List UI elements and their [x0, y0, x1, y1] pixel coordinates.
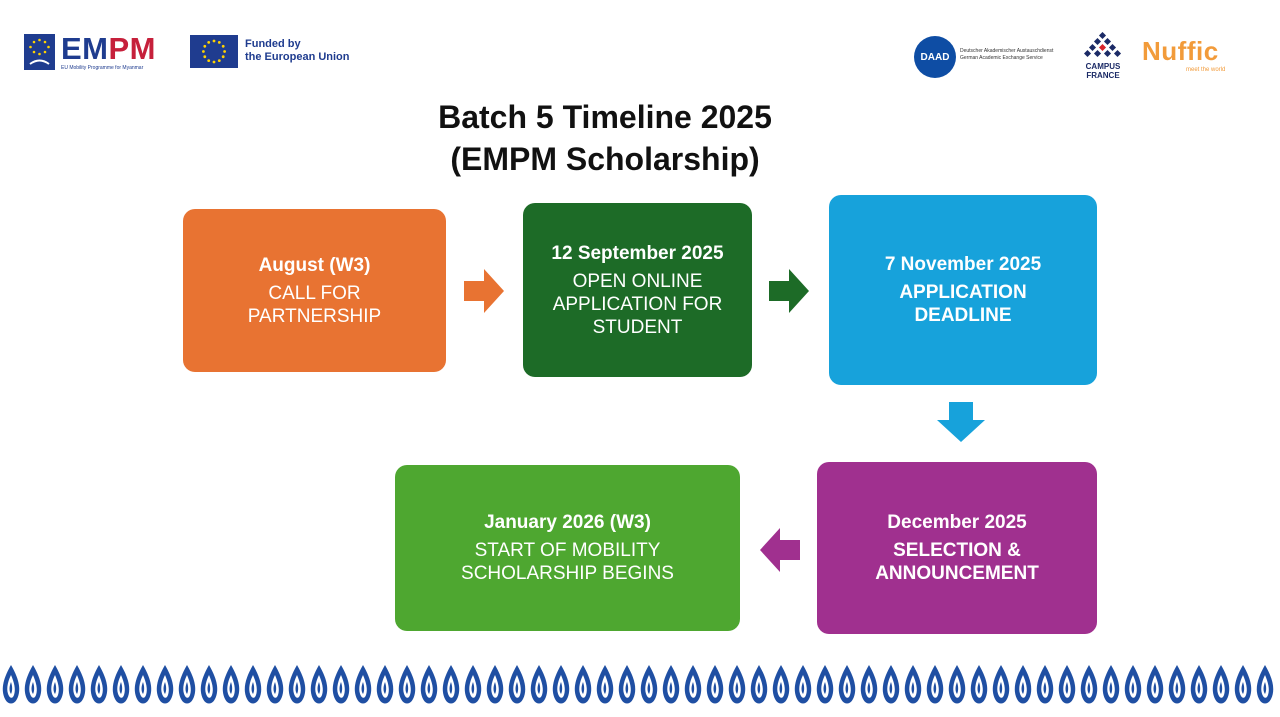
step-date: January 2026 (W3)	[484, 512, 651, 533]
step-desc-line2: ANNOUNCEMENT	[875, 563, 1039, 584]
decorative-border-band	[0, 657, 1280, 717]
eu-funding-logo	[190, 35, 360, 69]
daad-text	[960, 48, 1053, 62]
campus-france-text	[1080, 62, 1126, 80]
campus-france-logo	[1076, 32, 1130, 82]
step-desc-line1: APPLICATION	[899, 282, 1027, 303]
nuffic-wordmark: Nuffic	[1142, 36, 1219, 66]
eu-funding-text	[245, 38, 350, 64]
daad-line2: German Academic Exchange Service	[960, 55, 1043, 61]
nuffic-tagline: meet the world	[1186, 67, 1226, 73]
daad-line1: Deutscher Akademischer Austauschdienst	[960, 48, 1054, 54]
campus-france-diamonds-icon	[1084, 32, 1122, 60]
step-desc-line1: SELECTION &	[893, 540, 1021, 561]
page-title	[340, 96, 870, 180]
eu-funding-line2: the European Union	[245, 51, 350, 63]
empm-subtitle: EU Mobility Programme for Myanmar	[61, 65, 144, 71]
timeline-step-application-deadline	[829, 195, 1097, 385]
empm-emblem-icon	[24, 34, 55, 70]
empm-wordmark	[61, 31, 156, 67]
step-desc-line3: STUDENT	[592, 316, 683, 338]
timeline-step-open-application	[523, 203, 752, 377]
campus-france-line1: CAMPUS	[1085, 62, 1121, 71]
step-date: 7 November 2025	[884, 254, 1042, 275]
step-date: December 2025	[887, 512, 1027, 533]
eu-funding-line1: Funded by	[245, 38, 301, 50]
arrow-right-icon	[769, 269, 809, 313]
step-desc-line2: APPLICATION FOR	[552, 293, 723, 315]
timeline-step-selection-announcement	[817, 462, 1097, 634]
arrow-left-icon	[760, 528, 800, 572]
empm-part2: PM	[108, 31, 156, 66]
nuffic-logo	[1142, 38, 1242, 78]
empm-logo	[24, 32, 164, 76]
title-line1: Batch 5 Timeline 2025	[438, 99, 772, 135]
empm-part1: EM	[61, 31, 109, 66]
timeline-step-mobility-start	[395, 465, 740, 631]
step-date: August (W3)	[258, 254, 371, 276]
step-desc-line1: CALL FOR	[268, 282, 361, 304]
step-desc-line1: OPEN ONLINE	[572, 270, 703, 292]
step-desc-line2: DEADLINE	[914, 305, 1012, 326]
campus-france-line2: FRANCE	[1086, 71, 1120, 80]
step-desc-line2: SCHOLARSHIP BEGINS	[461, 563, 674, 584]
timeline-step-call-for-partnership	[183, 209, 446, 372]
daad-mark: DAAD	[914, 36, 956, 78]
arrow-right-icon	[464, 269, 504, 313]
step-desc-line1: START OF MOBILITY	[474, 540, 661, 561]
step-desc-line2: PARTNERSHIP	[247, 305, 382, 327]
arrow-down-icon	[937, 402, 985, 442]
daad-logo	[914, 36, 1074, 78]
step-date: 12 September 2025	[551, 242, 724, 264]
eu-flag-icon	[190, 35, 238, 68]
title-line2: (EMPM Scholarship)	[450, 141, 760, 177]
